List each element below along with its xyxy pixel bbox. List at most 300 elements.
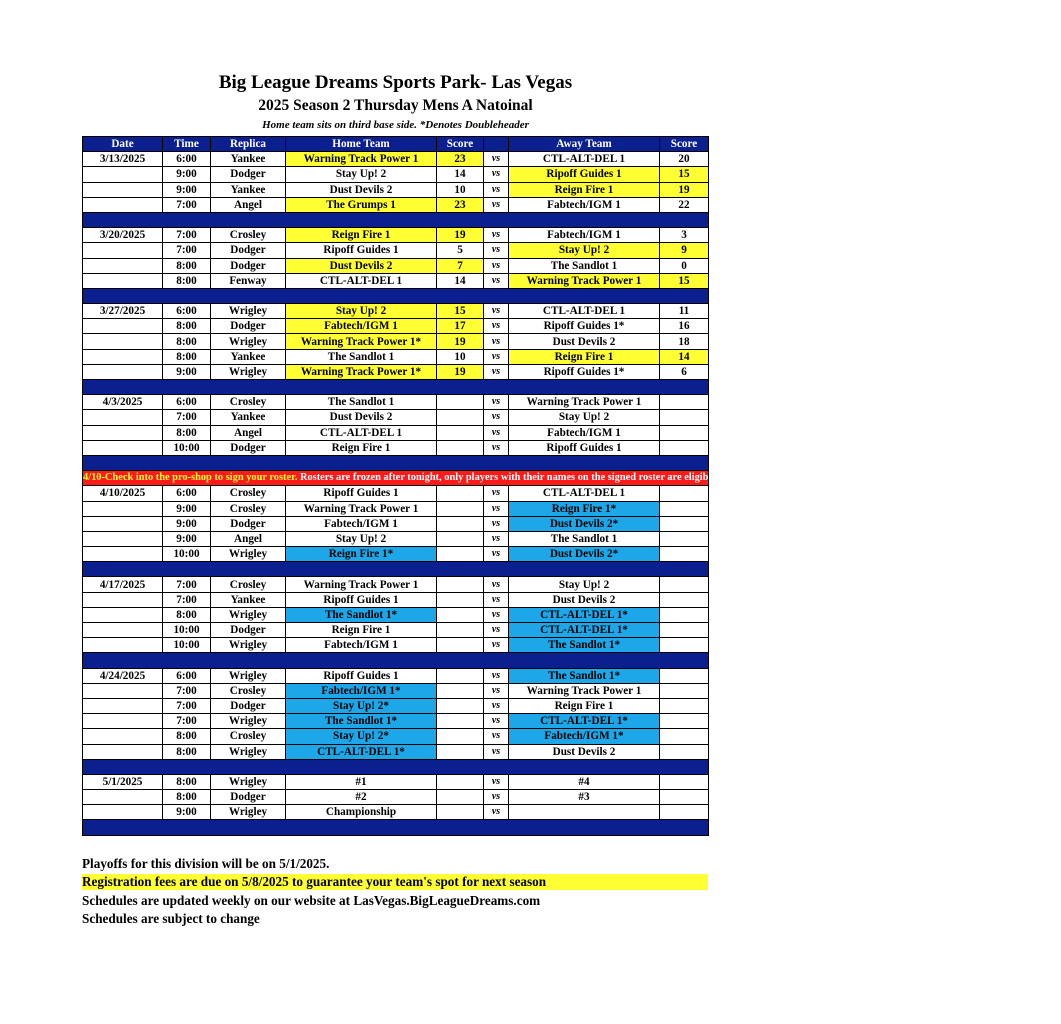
away-score-cell [660, 547, 709, 562]
away-team-cell: Stay Up! 2 [509, 243, 660, 258]
replica-cell: Wrigley [211, 744, 286, 759]
home-team-cell: Fabtech/IGM 1 [286, 516, 437, 531]
table-row [83, 182, 709, 197]
time-cell: 9:00 [163, 516, 211, 531]
away-team-cell: Reign Fire 1 [509, 349, 660, 364]
home-team-cell: The Sandlot 1 [286, 395, 437, 410]
replica-cell: Wrigley [211, 547, 286, 562]
date-cell [83, 547, 163, 562]
col-away-team-header: Away Team [509, 137, 660, 152]
away-score-cell: 19 [660, 182, 709, 197]
time-cell: 10:00 [163, 623, 211, 638]
table-row [83, 425, 709, 440]
away-score-cell [660, 668, 709, 683]
away-team-cell: Warning Track Power 1 [509, 273, 660, 288]
col-replica-header: Replica [211, 137, 286, 152]
replica-cell: Wrigley [211, 334, 286, 349]
away-score-cell: 18 [660, 334, 709, 349]
away-team-cell: Reign Fire 1* [509, 501, 660, 516]
away-team-cell: CTL-ALT-DEL 1 [509, 152, 660, 167]
away-team-cell: Warning Track Power 1 [509, 395, 660, 410]
replica-cell: Yankee [211, 182, 286, 197]
footer-playoffs: Playoffs for this division will be on 5/1/2025. [82, 856, 330, 871]
away-team-cell: The Sandlot 1 [509, 531, 660, 546]
replica-cell: Wrigley [211, 304, 286, 319]
time-cell: 10:00 [163, 547, 211, 562]
home-team-cell: The Sandlot 1 [286, 349, 437, 364]
home-score-cell: 23 [437, 197, 484, 212]
separator-bar [83, 380, 709, 395]
home-score-cell [437, 440, 484, 455]
col-time-header: Time [163, 137, 211, 152]
away-score-cell [660, 805, 709, 820]
away-score-cell [660, 531, 709, 546]
home-team-cell: The Grumps 1 [286, 197, 437, 212]
vs-cell: vs [484, 167, 509, 182]
table-row [83, 683, 709, 698]
date-cell [83, 623, 163, 638]
time-cell: 6:00 [163, 486, 211, 501]
table-row [83, 592, 709, 607]
table-row [83, 714, 709, 729]
time-cell: 8:00 [163, 607, 211, 622]
away-score-cell [660, 623, 709, 638]
away-team-cell: Fabtech/IGM 1* [509, 729, 660, 744]
away-score-cell [660, 577, 709, 592]
date-cell: 5/1/2025 [83, 774, 163, 789]
home-score-cell [437, 531, 484, 546]
table-header-row [83, 137, 709, 152]
time-cell: 8:00 [163, 273, 211, 288]
away-team-cell: Ripoff Guides 1* [509, 364, 660, 379]
date-cell [83, 698, 163, 713]
roster-notice-highlight: 4/10-Check into the pro-shop to sign your roster. [83, 472, 298, 484]
home-score-cell [437, 607, 484, 622]
replica-cell: Wrigley [211, 805, 286, 820]
away-score-cell: 15 [660, 273, 709, 288]
home-score-cell: 14 [437, 167, 484, 182]
vs-cell: vs [484, 607, 509, 622]
away-score-cell [660, 774, 709, 789]
home-score-cell [437, 577, 484, 592]
vs-cell: vs [484, 197, 509, 212]
replica-cell: Dodger [211, 243, 286, 258]
away-score-cell [660, 486, 709, 501]
time-cell: 10:00 [163, 440, 211, 455]
vs-cell: vs [484, 425, 509, 440]
table-row [83, 516, 709, 531]
vs-cell: vs [484, 668, 509, 683]
time-cell: 7:00 [163, 577, 211, 592]
table-row [83, 698, 709, 713]
home-score-cell [437, 425, 484, 440]
date-cell [83, 501, 163, 516]
date-cell [83, 182, 163, 197]
vs-cell: vs [484, 152, 509, 167]
table-row [83, 410, 709, 425]
col-home-score-header: Score [437, 137, 484, 152]
table-row [83, 774, 709, 789]
home-team-cell: Warning Track Power 1 [286, 152, 437, 167]
away-team-cell: #3 [509, 790, 660, 805]
home-score-cell [437, 698, 484, 713]
week-separator [83, 380, 709, 395]
home-team-cell: Reign Fire 1* [286, 547, 437, 562]
time-cell: 8:00 [163, 744, 211, 759]
home-score-cell: 15 [437, 304, 484, 319]
vs-cell: vs [484, 258, 509, 273]
table-row [83, 334, 709, 349]
replica-cell: Yankee [211, 410, 286, 425]
home-team-cell: The Sandlot 1* [286, 714, 437, 729]
away-score-cell: 14 [660, 349, 709, 364]
vs-cell: vs [484, 273, 509, 288]
home-team-cell: Stay Up! 2 [286, 304, 437, 319]
date-cell [83, 273, 163, 288]
home-team-cell: Dust Devils 2 [286, 182, 437, 197]
home-score-cell [437, 516, 484, 531]
home-team-cell: Warning Track Power 1 [286, 501, 437, 516]
col-home-team-header: Home Team [286, 137, 437, 152]
vs-cell: vs [484, 698, 509, 713]
replica-cell: Wrigley [211, 607, 286, 622]
home-team-cell: Stay Up! 2* [286, 698, 437, 713]
replica-cell: Yankee [211, 592, 286, 607]
date-cell [83, 516, 163, 531]
replica-cell: Wrigley [211, 364, 286, 379]
date-cell [83, 440, 163, 455]
home-score-cell: 10 [437, 349, 484, 364]
away-team-cell: Dust Devils 2 [509, 592, 660, 607]
home-team-cell: Reign Fire 1 [286, 623, 437, 638]
week-separator [83, 759, 709, 774]
week-separator [83, 212, 709, 227]
home-score-cell [437, 395, 484, 410]
table-row [83, 486, 709, 501]
week-separator [83, 288, 709, 303]
away-score-cell: 16 [660, 319, 709, 334]
table-row [83, 319, 709, 334]
date-cell [83, 790, 163, 805]
replica-cell: Crosley [211, 395, 286, 410]
away-team-cell: CTL-ALT-DEL 1 [509, 304, 660, 319]
replica-cell: Crosley [211, 729, 286, 744]
away-score-cell [660, 425, 709, 440]
replica-cell: Yankee [211, 349, 286, 364]
table-row [83, 638, 709, 653]
date-cell: 4/3/2025 [83, 395, 163, 410]
date-cell [83, 167, 163, 182]
vs-cell: vs [484, 410, 509, 425]
footer-website: Schedules are updated weekly on our website at LasVegas.BigLeagueDreams.com [82, 893, 541, 908]
home-team-cell: Reign Fire 1 [286, 440, 437, 455]
away-team-cell: Dust Devils 2* [509, 516, 660, 531]
home-score-cell: 19 [437, 228, 484, 243]
away-score-cell [660, 592, 709, 607]
time-cell: 7:00 [163, 683, 211, 698]
vs-cell: vs [484, 440, 509, 455]
away-team-cell: CTL-ALT-DEL 1* [509, 714, 660, 729]
time-cell: 6:00 [163, 395, 211, 410]
separator-bar [83, 212, 709, 227]
vs-cell: vs [484, 334, 509, 349]
home-team-cell: CTL-ALT-DEL 1* [286, 744, 437, 759]
date-cell: 3/20/2025 [83, 228, 163, 243]
date-cell [83, 334, 163, 349]
replica-cell: Wrigley [211, 668, 286, 683]
replica-cell: Yankee [211, 152, 286, 167]
week-separator [83, 653, 709, 668]
vs-cell: vs [484, 577, 509, 592]
roster-notice [83, 471, 709, 486]
date-cell [83, 531, 163, 546]
vs-cell: vs [484, 592, 509, 607]
separator-bar [83, 820, 709, 835]
away-team-cell: Dust Devils 2 [509, 744, 660, 759]
home-score-cell: 5 [437, 243, 484, 258]
replica-cell: Wrigley [211, 714, 286, 729]
vs-cell: vs [484, 228, 509, 243]
home-score-cell [437, 623, 484, 638]
date-cell [83, 714, 163, 729]
date-cell [83, 592, 163, 607]
home-score-cell [437, 592, 484, 607]
home-team-cell: Fabtech/IGM 1 [286, 638, 437, 653]
time-cell: 6:00 [163, 668, 211, 683]
vs-cell: vs [484, 774, 509, 789]
home-team-cell: The Sandlot 1* [286, 607, 437, 622]
away-score-cell [660, 607, 709, 622]
date-cell [83, 607, 163, 622]
time-cell: 8:00 [163, 258, 211, 273]
replica-cell: Angel [211, 197, 286, 212]
time-cell: 7:00 [163, 197, 211, 212]
date-cell: 3/13/2025 [83, 152, 163, 167]
date-cell [83, 683, 163, 698]
vs-cell: vs [484, 304, 509, 319]
replica-cell: Angel [211, 425, 286, 440]
home-team-cell: Fabtech/IGM 1* [286, 683, 437, 698]
away-team-cell: The Sandlot 1* [509, 668, 660, 683]
time-cell: 6:00 [163, 304, 211, 319]
home-team-cell: Stay Up! 2* [286, 729, 437, 744]
header-note: Home team sits on third base side. *Denotes Doubleheader [262, 119, 529, 131]
home-team-cell: #2 [286, 790, 437, 805]
away-score-cell: 9 [660, 243, 709, 258]
home-score-cell [437, 501, 484, 516]
vs-cell: vs [484, 805, 509, 820]
replica-cell: Crosley [211, 577, 286, 592]
vs-cell: vs [484, 714, 509, 729]
table-row [83, 349, 709, 364]
home-score-cell: 17 [437, 319, 484, 334]
replica-cell: Dodger [211, 698, 286, 713]
away-team-cell: Ripoff Guides 1 [509, 440, 660, 455]
time-cell: 8:00 [163, 425, 211, 440]
away-score-cell: 11 [660, 304, 709, 319]
separator-bar [83, 759, 709, 774]
date-cell: 4/17/2025 [83, 577, 163, 592]
home-team-cell: Warning Track Power 1* [286, 364, 437, 379]
vs-cell: vs [484, 744, 509, 759]
table-row [83, 547, 709, 562]
away-team-cell: Dust Devils 2 [509, 334, 660, 349]
away-score-cell: 3 [660, 228, 709, 243]
table-row [83, 607, 709, 622]
away-team-cell: Stay Up! 2 [509, 410, 660, 425]
replica-cell: Fenway [211, 273, 286, 288]
vs-cell: vs [484, 623, 509, 638]
home-team-cell: CTL-ALT-DEL 1 [286, 425, 437, 440]
table-row [83, 258, 709, 273]
date-cell [83, 197, 163, 212]
time-cell: 9:00 [163, 182, 211, 197]
home-team-cell: Ripoff Guides 1 [286, 668, 437, 683]
time-cell: 9:00 [163, 167, 211, 182]
home-team-cell: #1 [286, 774, 437, 789]
date-cell [83, 364, 163, 379]
home-score-cell: 7 [437, 258, 484, 273]
replica-cell: Dodger [211, 623, 286, 638]
time-cell: 7:00 [163, 243, 211, 258]
page-subtitle: 2025 Season 2 Thursday Mens A Natoinal [258, 97, 533, 114]
time-cell: 9:00 [163, 501, 211, 516]
date-cell [83, 425, 163, 440]
vs-cell: vs [484, 364, 509, 379]
home-score-cell [437, 790, 484, 805]
home-score-cell: 19 [437, 334, 484, 349]
date-cell [83, 258, 163, 273]
vs-cell: vs [484, 395, 509, 410]
away-team-cell [509, 805, 660, 820]
vs-cell: vs [484, 638, 509, 653]
col-away-score-header: Score [660, 137, 709, 152]
table-row [83, 243, 709, 258]
time-cell: 8:00 [163, 774, 211, 789]
replica-cell: Crosley [211, 228, 286, 243]
time-cell: 6:00 [163, 152, 211, 167]
date-cell [83, 243, 163, 258]
home-team-cell: Ripoff Guides 1 [286, 243, 437, 258]
away-team-cell: Ripoff Guides 1 [509, 167, 660, 182]
away-team-cell: Fabtech/IGM 1 [509, 197, 660, 212]
footer-registration: Registration fees are due on 5/8/2025 to guarantee your team's spot for next season [82, 874, 708, 890]
home-team-cell: Dust Devils 2 [286, 258, 437, 273]
time-cell: 8:00 [163, 319, 211, 334]
home-score-cell [437, 774, 484, 789]
week-separator [83, 455, 709, 470]
home-team-cell: Stay Up! 2 [286, 531, 437, 546]
away-score-cell: 20 [660, 152, 709, 167]
home-score-cell [437, 729, 484, 744]
home-team-cell: Stay Up! 2 [286, 167, 437, 182]
home-score-cell [437, 638, 484, 653]
table-row [83, 531, 709, 546]
vs-cell: vs [484, 349, 509, 364]
vs-cell: vs [484, 516, 509, 531]
table-row [83, 152, 709, 167]
away-score-cell [660, 410, 709, 425]
col-vs-header [484, 137, 509, 152]
replica-cell: Crosley [211, 501, 286, 516]
away-score-cell [660, 683, 709, 698]
away-score-cell: 22 [660, 197, 709, 212]
table-row [83, 668, 709, 683]
home-score-cell [437, 668, 484, 683]
table-row [83, 744, 709, 759]
home-team-cell: Ripoff Guides 1 [286, 592, 437, 607]
away-score-cell [660, 790, 709, 805]
home-score-cell [437, 683, 484, 698]
away-score-cell: 15 [660, 167, 709, 182]
vs-cell: vs [484, 547, 509, 562]
away-score-cell [660, 501, 709, 516]
time-cell: 7:00 [163, 410, 211, 425]
time-cell: 8:00 [163, 334, 211, 349]
away-team-cell: #4 [509, 774, 660, 789]
away-score-cell [660, 714, 709, 729]
home-score-cell: 23 [437, 152, 484, 167]
replica-cell: Wrigley [211, 638, 286, 653]
date-cell [83, 805, 163, 820]
away-score-cell: 6 [660, 364, 709, 379]
footer-disclaimer: Schedules are subject to change [82, 911, 260, 926]
time-cell: 9:00 [163, 805, 211, 820]
home-score-cell [437, 410, 484, 425]
away-team-cell: Ripoff Guides 1* [509, 319, 660, 334]
vs-cell: vs [484, 486, 509, 501]
week-separator [83, 820, 709, 835]
time-cell: 8:00 [163, 790, 211, 805]
date-cell [83, 744, 163, 759]
away-team-cell: Fabtech/IGM 1 [509, 425, 660, 440]
home-team-cell: Dust Devils 2 [286, 410, 437, 425]
separator-bar [83, 455, 709, 470]
home-score-cell [437, 714, 484, 729]
away-team-cell: Dust Devils 2* [509, 547, 660, 562]
separator-bar [83, 562, 709, 577]
separator-bar [83, 288, 709, 303]
vs-cell: vs [484, 729, 509, 744]
vs-cell: vs [484, 790, 509, 805]
time-cell: 7:00 [163, 592, 211, 607]
table-row [83, 623, 709, 638]
table-row [83, 395, 709, 410]
date-cell [83, 349, 163, 364]
time-cell: 8:00 [163, 349, 211, 364]
date-cell: 4/10/2025 [83, 486, 163, 501]
away-team-cell: CTL-ALT-DEL 1* [509, 623, 660, 638]
home-score-cell [437, 486, 484, 501]
date-cell [83, 729, 163, 744]
away-score-cell [660, 395, 709, 410]
replica-cell: Angel [211, 531, 286, 546]
time-cell: 9:00 [163, 531, 211, 546]
home-team-cell: Warning Track Power 1* [286, 334, 437, 349]
away-score-cell: 0 [660, 258, 709, 273]
date-cell: 4/24/2025 [83, 668, 163, 683]
page-title: Big League Dreams Sports Park- Las Vegas [218, 72, 573, 93]
home-team-cell: CTL-ALT-DEL 1 [286, 273, 437, 288]
table-row [83, 729, 709, 744]
home-team-cell: Fabtech/IGM 1 [286, 319, 437, 334]
replica-cell: Dodger [211, 516, 286, 531]
away-team-cell: Warning Track Power 1 [509, 683, 660, 698]
replica-cell: Dodger [211, 167, 286, 182]
col-date-header: Date [83, 137, 163, 152]
vs-cell: vs [484, 182, 509, 197]
away-team-cell: Reign Fire 1 [509, 698, 660, 713]
